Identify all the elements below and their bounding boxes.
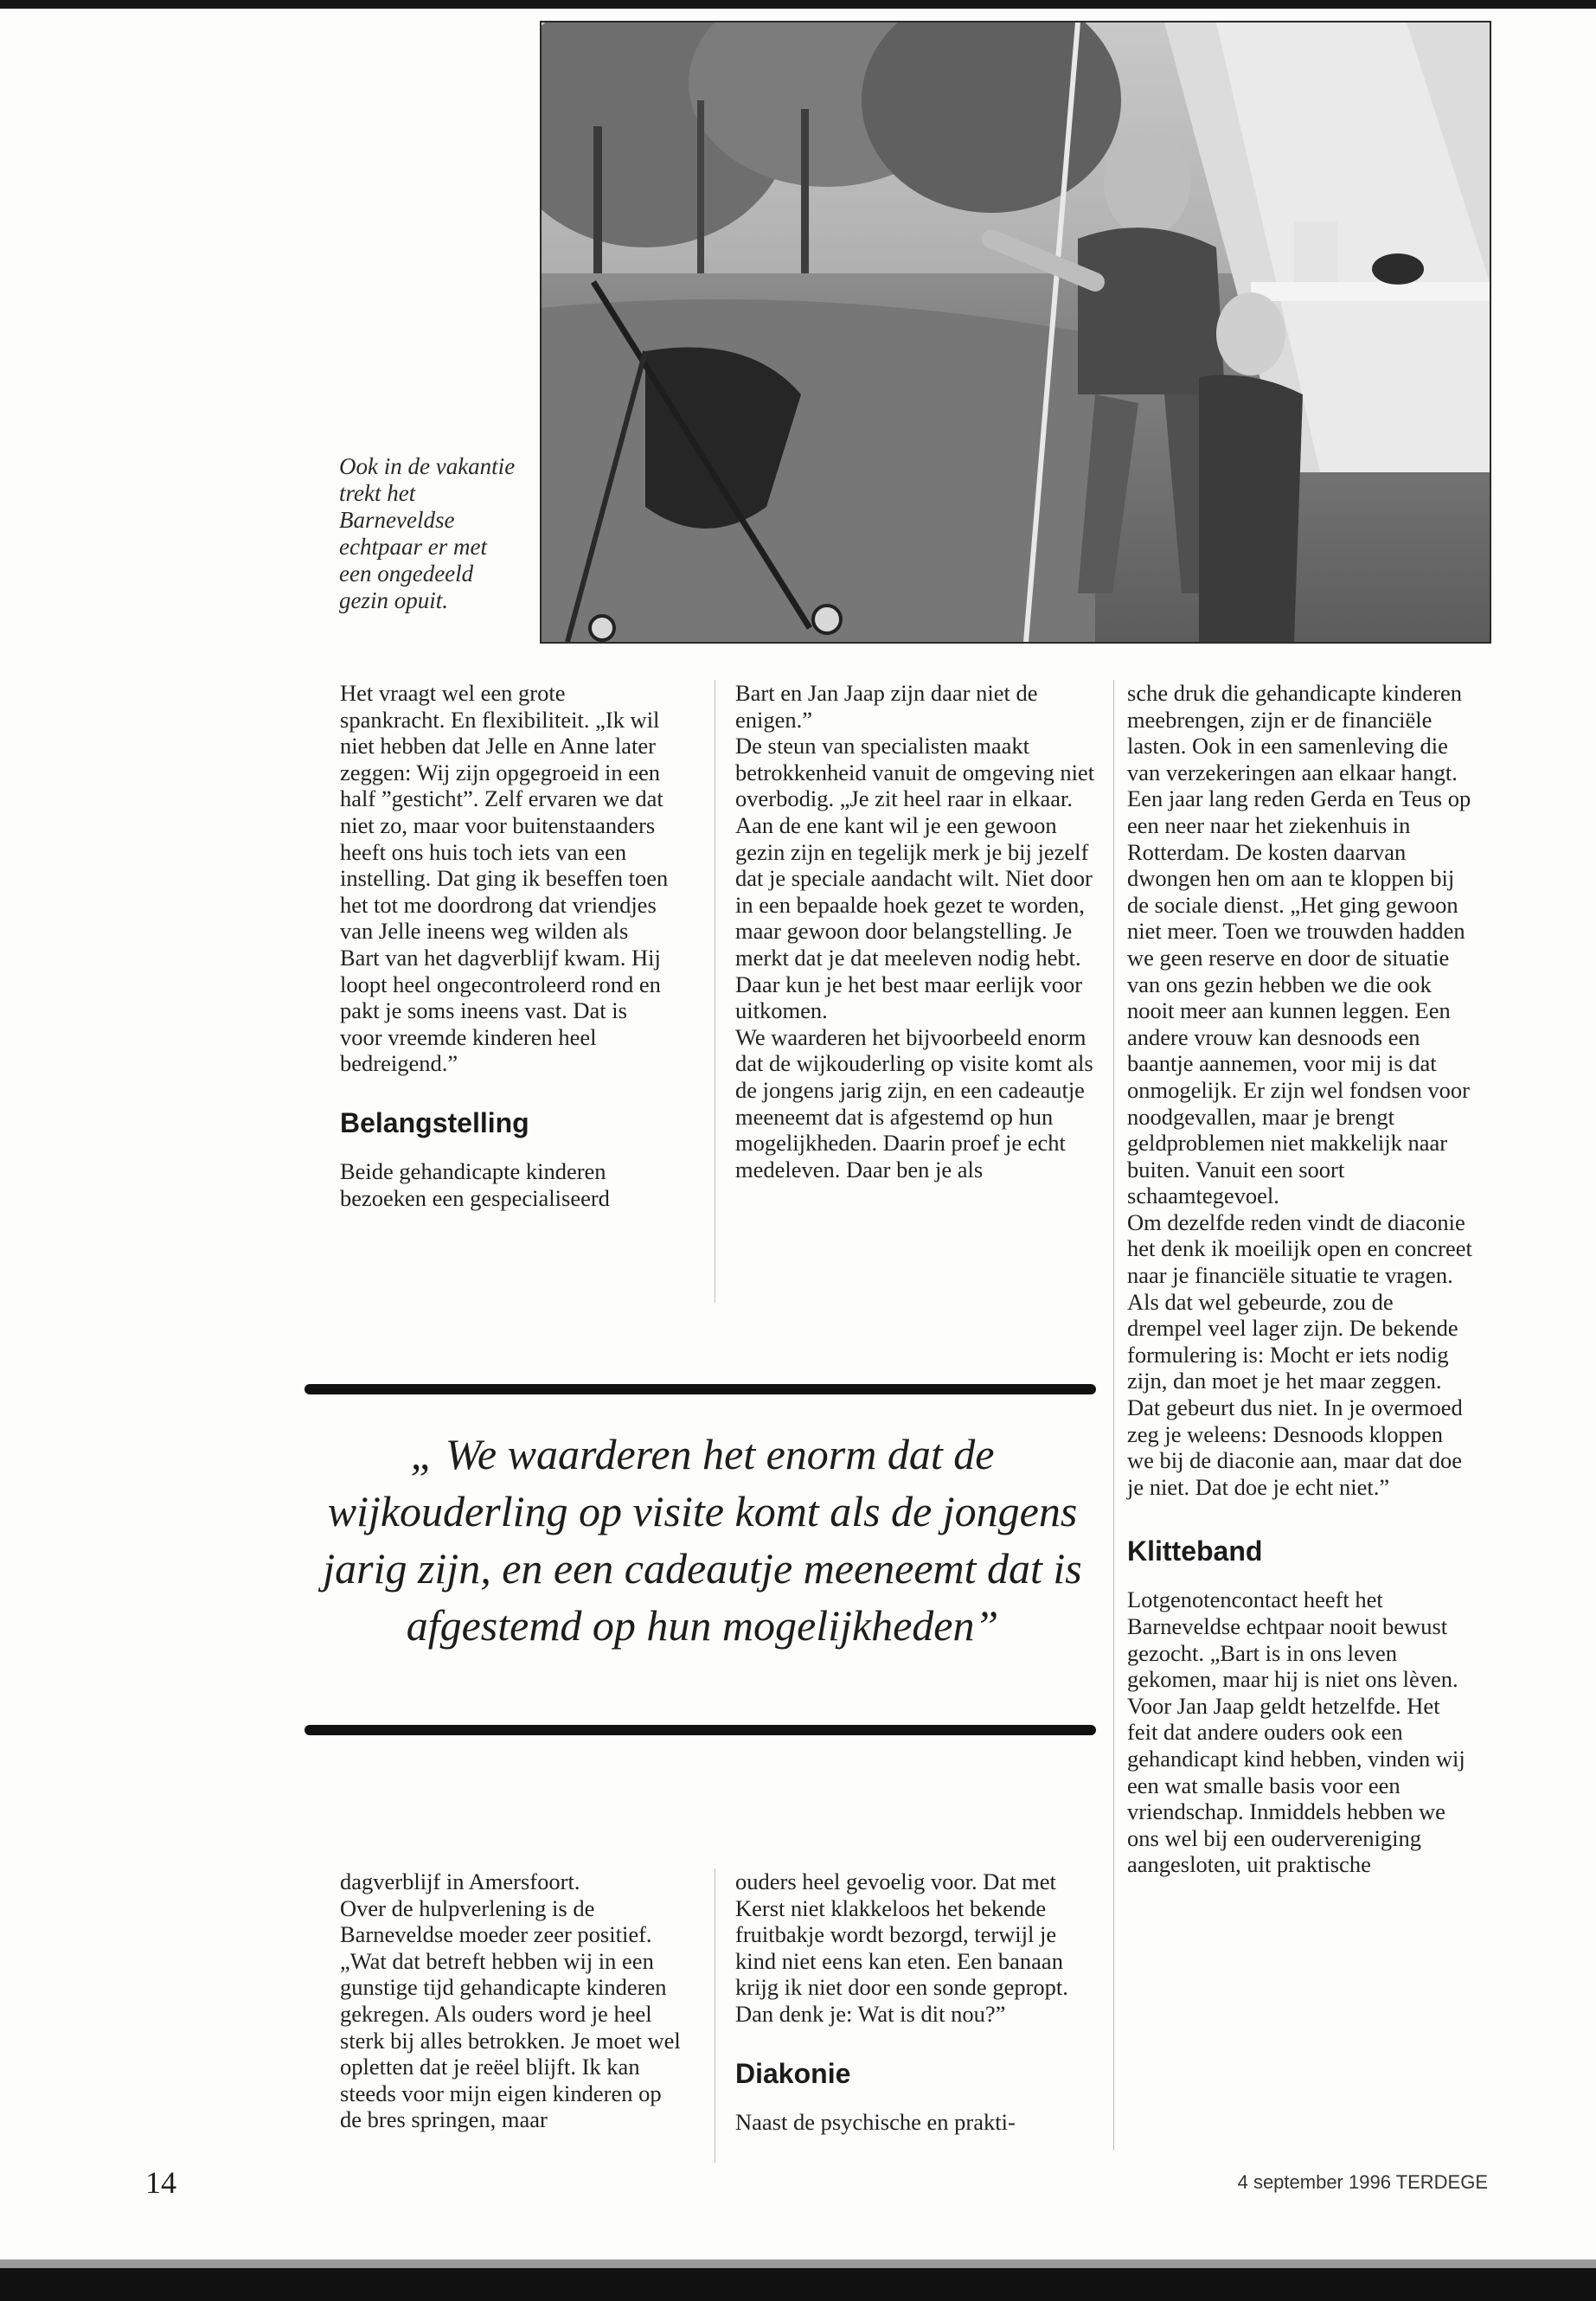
column-5-paragraph-2: Naast de psychische en prakti- [735,2108,1016,2135]
column-3-paragraph-2: Om dezelfde reden vindt de diaconie het denk ik moeilijk open en concreet naar je financiële situatie te vragen. Als dat wel gebeurde, zou de drempel veel lager zijn. De bekende formulering is: Mocht er iets nodig zijn, dan moet je het maar zeggen. Dat gebeurt dus niet. In je overmoed zeg je weleens: Desnoods kloppen we bij de diaconie aan, maar dat doe je niet. Dat doe je echt niet.” [1127,1208,1472,1500]
column-2-paragraph-1: Bart en Jan Jaap zijn daar niet de enigen.” [735,680,1038,733]
section-heading-klitteband: Klitteband [1127,1535,1263,1567]
photo-caption: Ook in de vakantie trekt het Barneveldse echtpaar er met een ongedeeld gezin opuit. [339,453,516,613]
column-3-paragraph-3: Lotgenotencontact heeft het Barneveldse echtpaar nooit bewust gezocht. „Bart is in ons leven gekomen, maar hij is niet ons lèven. Voor Jan Jaap geldt hetzelfde. Het feit dat andere ouders ook een gehandicapt kind hebben, vinden wij een wat smalle basis voor een vriendschap. Inmiddels hebben we ons wel bij een oudervereniging aangesloten, uit praktische [1127,1586,1465,1878]
article-column-2 [735,680,1099,1183]
pull-quote-text: „ We waarderen het enorm dat de wijkouderling op visite komt als de jongens jarig zijn, en een cadeautje meeneemt dat is afgestemd op hun mogelijkheden” [323,1430,1082,1650]
article-column-5 [735,1868,1099,2135]
article-column-1 [340,680,673,1211]
article-column-3 [1127,680,1473,1878]
column-1-paragraph-2: Beide gehandicapte kinderen bezoeken een gespecialiseerd [340,1157,610,1211]
column-3-paragraph-1: sche druk die gehandicapte kinderen meebrengen, zijn er de financiële lasten. Ook in een samenleving die van verzekeringen aan elkaar hangt. Een jaar lang reden Gerda en Teus op een neer naar het ziekenhuis in Rotterdam. De kosten daarvan dwongen hen om aan te kloppen bij de sociale dienst. „Het ging gewoon niet meer. Toen we trouwden hadden we geen reserve en door de situatie van ons gezin hebben we die ook nooit meer aan kunnen leggen. Een andere vrouw kan desnoods een baantje aannemen, voor mij is dat onmogelijk. Er zijn wel fondsen voor noodgevallen, maar je brengt geldproblemen niet makkelijk naar buiten. Vanuit een soort schaamtegevoel. [1127,680,1471,1209]
issue-footer: 4 september 1996 TERDEGE [1237,2171,1488,2193]
pull-quote [304,1384,1096,1860]
page-number: 14 [145,2165,176,2200]
column-2-paragraph-2: De steun van specialisten maakt betrokkenheid vanuit de omgeving niet overbodig. „Je zit heel raar in elkaar. Aan de ene kant wil je een gewoon gezin zijn en tegelijk merk je bij jezelf dat je speciale aandacht wilt. Niet door in een bepaalde hoek gezet te worden, maar gewoon door belangstelling. Je merkt dat je dat meeleven nodig hebt. Daar kun je het best maar eerlijk voor uitkomen. [735,733,1095,1024]
pull-quote-bottom-rule [304,1725,1096,1735]
bottom-scan-edge [0,2259,1596,2268]
article-photo [540,21,1491,644]
column-4-paragraph-2: Over de hulpverlening is de Barneveldse moeder zeer positief. „Wat dat betreft hebben wij in een gunstige tijd gehandicapte kinderen gekregen. Als ouders word je heel sterk bij alles betrokken. Je moet wel opletten dat je reëel blijft. Ik kan steeds voor mijn eigen kinderen op de bres springen, maar [340,1894,681,2133]
camping-photo-illustration [542,22,1490,642]
pull-quote-top-rule [304,1384,1096,1394]
top-border [0,0,1596,9]
column-1-paragraph-1: Het vraagt wel een grote spankracht. En flexibiliteit. „Ik wil niet hebben dat Jelle en Anne later zeggen: Wij zijn opgegroeid in een half ”gesticht”. Zelf ervaren we dat niet zo, maar voor buitenstaanders heeft ons huis toch iets van een instelling. Dat ging ik beseffen toen het tot me doordrong dat vriendjes van Jelle ineens weg wilden als Bart van het dagverblijf kwam. Hij loopt heel ongecontroleerd rond en pakt je soms ineens vast. Dat is voor vreemde kinderen heel bedreigend.” [340,680,669,1077]
column-2-paragraph-3: We waarderen het bijvoorbeeld enorm dat de wijkouderling op visite komt als de jongens jarig zijn, en een cadeautje meeneemt dat is afgestemd op hun mogelijkheden. Daarin proef je echt medeleven. Daar ben je als [735,1023,1093,1183]
section-heading-belangstelling: Belangstelling [340,1106,529,1138]
column-divider [1113,680,1114,2150]
column-4-paragraph-1: dagverblijf in Amersfoort. [340,1868,580,1894]
column-5-paragraph-1: ouders heel gevoelig voor. Dat met Kerst niet klakkeloos het bekende fruitbakje wordt bezorgd, terwijl je kind niet eens kan eten. Een banaan krijg ik niet door een sonde gepropt. Dan denk je: Wat is dit nou?” [735,1868,1068,2027]
bottom-border [0,2268,1596,2301]
section-heading-diakonie: Diakonie [735,2057,851,2089]
article-column-4 [340,1868,686,2133]
